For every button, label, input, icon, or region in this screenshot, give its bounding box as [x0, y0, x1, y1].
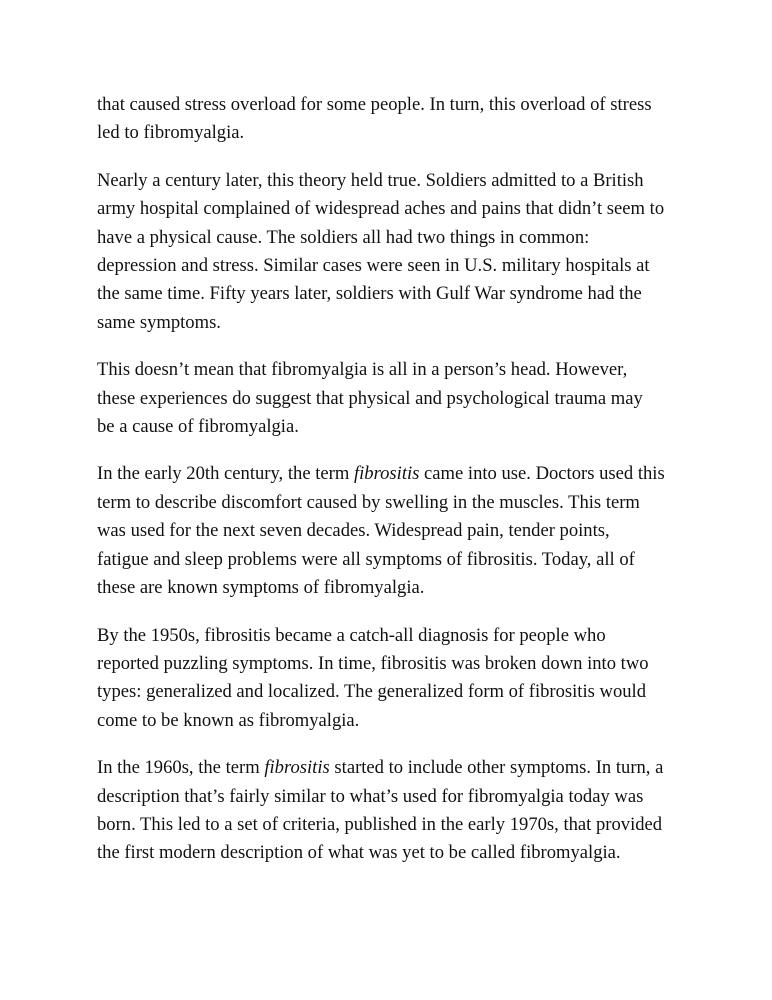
text-line: same symptoms.: [97, 311, 221, 333]
paragraph-1: [97, 91, 687, 148]
text-line: reported puzzling symptoms. In time, fibrositis was broken down into two: [97, 652, 649, 674]
document-page: [97, 91, 687, 887]
italic-term: fibrositis: [353, 463, 420, 485]
text-line: these experiences do suggest that physical and psychological trauma may: [97, 387, 643, 409]
text-line: these are known symptoms of fibromyalgia.: [97, 577, 425, 599]
italic-term: fibrositis: [264, 757, 330, 779]
text-line: come to be known as fibromyalgia.: [97, 709, 360, 731]
paragraph-5: [97, 622, 687, 736]
text-line: was used for the next seven decades. Widespread pain, tender points,: [97, 520, 610, 542]
text-line: In the early 20th century, the term fibrositis came into use. Doctors used this: [97, 463, 665, 485]
text-line: This doesn’t mean that fibromyalgia is all in a person’s head. However,: [97, 359, 628, 381]
text-line: born. This led to a set of criteria, published in the early 1970s, that provided: [97, 813, 663, 835]
text-line: be a cause of fibromyalgia.: [97, 416, 299, 438]
text-line: fatigue and sleep problems were all symptoms of fibrositis. Today, all of: [97, 548, 635, 570]
text-line: depression and stress. Similar cases were seen in U.S. military hospitals at: [97, 255, 650, 277]
text-line: have a physical cause. The soldiers all had two things in common:: [97, 226, 590, 248]
text-line: term to describe discomfort caused by swelling in the muscles. This term: [97, 491, 640, 513]
text-line: the same time. Fifty years later, soldiers with Gulf War syndrome had the: [97, 283, 642, 305]
paragraph-6: [97, 754, 687, 868]
text-line: description that’s fairly similar to what’s used for fibromyalgia today was: [97, 785, 644, 807]
text-line: led to fibromyalgia.: [97, 122, 245, 144]
text-line: that caused stress overload for some people. In turn, this overload of stress: [97, 94, 652, 115]
paragraph-3: [97, 356, 687, 441]
text-line: types: generalized and localized. The generalized form of fibrositis would: [97, 681, 647, 703]
paragraph-4: [97, 460, 687, 602]
text-line: By the 1950s, fibrositis became a catch-all diagnosis for people who: [97, 624, 606, 646]
text-line: Nearly a century later, this theory held true. Soldiers admitted to a British: [97, 169, 644, 191]
paragraph-2: [97, 167, 687, 337]
text-line: the first modern description of what was yet to be called fibromyalgia.: [97, 842, 621, 864]
text-line: army hospital complained of widespread aches and pains that didn’t seem to: [97, 198, 665, 220]
text-line: In the 1960s, the term fibrositis started to include other symptoms. In turn, a: [97, 757, 664, 779]
